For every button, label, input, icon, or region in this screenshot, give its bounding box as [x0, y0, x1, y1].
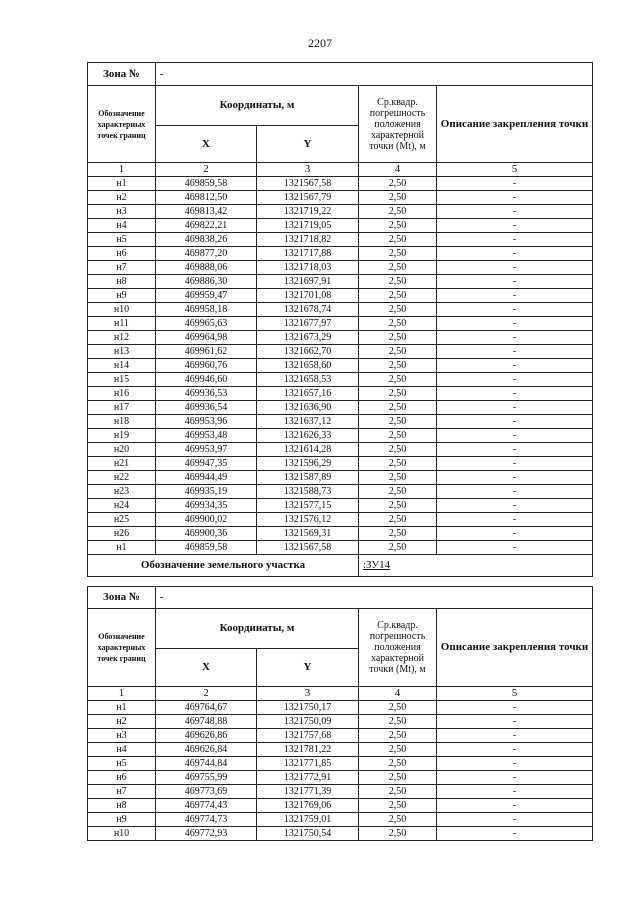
- header-y: Y: [257, 649, 359, 687]
- point-id: н5: [88, 757, 156, 771]
- coord-y: 1321587,89: [257, 471, 359, 485]
- coord-x: 469813,42: [156, 205, 257, 219]
- error-value: 2,50: [359, 499, 437, 513]
- table-row: [88, 527, 593, 541]
- error-value: 2,50: [359, 443, 437, 457]
- coord-x: 469626,86: [156, 729, 257, 743]
- coord-y: 1321678,74: [257, 303, 359, 317]
- coord-y: 1321596,29: [257, 457, 359, 471]
- coord-x: 469964,98: [156, 331, 257, 345]
- coord-y: 1321569,31: [257, 527, 359, 541]
- point-id: н13: [88, 345, 156, 359]
- error-value: 2,50: [359, 275, 437, 289]
- coord-x: 469934,35: [156, 499, 257, 513]
- description-value: -: [437, 359, 593, 373]
- description-value: -: [437, 813, 593, 827]
- coord-x: 469936,53: [156, 387, 257, 401]
- coord-y: 1321677,97: [257, 317, 359, 331]
- coord-y: 1321781,22: [257, 743, 359, 757]
- coord-y: 1321636,90: [257, 401, 359, 415]
- description-value: -: [437, 205, 593, 219]
- table-row: [88, 289, 593, 303]
- point-id: н19: [88, 429, 156, 443]
- point-id: н25: [88, 513, 156, 527]
- description-value: -: [437, 743, 593, 757]
- error-value: 2,50: [359, 729, 437, 743]
- table-row: [88, 485, 593, 499]
- coord-y: 1321658,60: [257, 359, 359, 373]
- coord-x: 469838,26: [156, 233, 257, 247]
- description-value: -: [437, 701, 593, 715]
- description-value: -: [437, 331, 593, 345]
- error-value: 2,50: [359, 813, 437, 827]
- coord-x: 469772,93: [156, 827, 257, 841]
- error-value: 2,50: [359, 799, 437, 813]
- description-value: -: [437, 527, 593, 541]
- coord-y: 1321718,82: [257, 233, 359, 247]
- coord-y: 1321757,68: [257, 729, 359, 743]
- point-id: н20: [88, 443, 156, 457]
- table-row: [88, 359, 593, 373]
- error-value: 2,50: [359, 785, 437, 799]
- error-value: 2,50: [359, 743, 437, 757]
- error-value: 2,50: [359, 191, 437, 205]
- column-number: 4: [359, 687, 437, 701]
- coord-y: 1321577,15: [257, 499, 359, 513]
- coord-y: 1321673,29: [257, 331, 359, 345]
- coord-x: 469953,97: [156, 443, 257, 457]
- error-value: 2,50: [359, 177, 437, 191]
- description-value: -: [437, 729, 593, 743]
- coord-x: 469961,62: [156, 345, 257, 359]
- error-value: 2,50: [359, 359, 437, 373]
- error-value: 2,50: [359, 471, 437, 485]
- point-id: н14: [88, 359, 156, 373]
- zone-row: [88, 587, 593, 609]
- description-value: -: [437, 771, 593, 785]
- point-id: н9: [88, 813, 156, 827]
- coord-y: 1321719,05: [257, 219, 359, 233]
- coord-x: 469935,19: [156, 485, 257, 499]
- coord-y: 1321759,01: [257, 813, 359, 827]
- coord-x: 469748,88: [156, 715, 257, 729]
- coord-y: 1321769,06: [257, 799, 359, 813]
- coord-y: 1321637,12: [257, 415, 359, 429]
- table-row: [88, 541, 593, 555]
- point-id: н3: [88, 205, 156, 219]
- error-value: 2,50: [359, 289, 437, 303]
- table-row: [88, 771, 593, 785]
- table-row: [88, 813, 593, 827]
- table-row: [88, 429, 593, 443]
- point-id: н6: [88, 247, 156, 261]
- header-designation: Обозначение характерных точек границ: [88, 609, 156, 687]
- coord-x: 469959,47: [156, 289, 257, 303]
- description-value: -: [437, 275, 593, 289]
- coord-x: 469755,99: [156, 771, 257, 785]
- table-row: [88, 275, 593, 289]
- description-value: -: [437, 785, 593, 799]
- error-value: 2,50: [359, 827, 437, 841]
- error-value: 2,50: [359, 387, 437, 401]
- description-value: -: [437, 415, 593, 429]
- coord-y: 1321697,91: [257, 275, 359, 289]
- table-row: [88, 247, 593, 261]
- error-value: 2,50: [359, 303, 437, 317]
- description-value: -: [437, 799, 593, 813]
- error-value: 2,50: [359, 757, 437, 771]
- description-value: -: [437, 457, 593, 471]
- coord-y: 1321719,22: [257, 205, 359, 219]
- error-value: 2,50: [359, 219, 437, 233]
- description-value: -: [437, 443, 593, 457]
- table-row: [88, 701, 593, 715]
- table-row: [88, 799, 593, 813]
- coord-y: 1321662,70: [257, 345, 359, 359]
- point-id: н12: [88, 331, 156, 345]
- error-value: 2,50: [359, 205, 437, 219]
- coord-x: 469947,35: [156, 457, 257, 471]
- point-id: н9: [88, 289, 156, 303]
- table-row: [88, 457, 593, 471]
- table-row: [88, 345, 593, 359]
- column-number: 4: [359, 163, 437, 177]
- point-id: н2: [88, 715, 156, 729]
- table-row: [88, 471, 593, 485]
- point-id: н8: [88, 799, 156, 813]
- header-description: Описание закрепления точки: [437, 86, 593, 163]
- coord-y: 1321576,12: [257, 513, 359, 527]
- header-error: Ср.квадр. погрешность положения характерной точки (Mt), м: [359, 86, 437, 163]
- coord-x: 469960,76: [156, 359, 257, 373]
- error-value: 2,50: [359, 261, 437, 275]
- point-id: н1: [88, 541, 156, 555]
- description-value: -: [437, 247, 593, 261]
- column-number: 5: [437, 163, 593, 177]
- point-id: н5: [88, 233, 156, 247]
- error-value: 2,50: [359, 345, 437, 359]
- description-value: -: [437, 303, 593, 317]
- table-row: [88, 373, 593, 387]
- description-value: -: [437, 513, 593, 527]
- coord-x: 469900,36: [156, 527, 257, 541]
- coord-y: 1321567,58: [257, 541, 359, 555]
- description-value: -: [437, 757, 593, 771]
- zone-2-table: [87, 586, 593, 841]
- point-id: н4: [88, 743, 156, 757]
- table-row: [88, 499, 593, 513]
- table-row: [88, 233, 593, 247]
- table-row: [88, 785, 593, 799]
- coord-y: 1321750,54: [257, 827, 359, 841]
- error-value: 2,50: [359, 331, 437, 345]
- description-value: -: [437, 715, 593, 729]
- table-row: [88, 205, 593, 219]
- point-id: н16: [88, 387, 156, 401]
- coord-y: 1321771,85: [257, 757, 359, 771]
- column-number: 3: [257, 687, 359, 701]
- coord-y: 1321588,73: [257, 485, 359, 499]
- table-row: [88, 827, 593, 841]
- description-value: -: [437, 499, 593, 513]
- description-value: -: [437, 471, 593, 485]
- coord-y: 1321567,58: [257, 177, 359, 191]
- point-id: н18: [88, 415, 156, 429]
- error-value: 2,50: [359, 457, 437, 471]
- coord-y: 1321717,88: [257, 247, 359, 261]
- point-id: н4: [88, 219, 156, 233]
- description-value: -: [437, 373, 593, 387]
- description-value: -: [437, 401, 593, 415]
- zone-value: -: [156, 63, 593, 86]
- page-number: 2207: [308, 36, 332, 50]
- coord-x: 469900,02: [156, 513, 257, 527]
- header-x: X: [156, 126, 257, 163]
- error-value: 2,50: [359, 373, 437, 387]
- zone-1-body: [88, 177, 593, 555]
- coord-x: 469773,69: [156, 785, 257, 799]
- column-number: 2: [156, 163, 257, 177]
- table-row: [88, 191, 593, 205]
- error-value: 2,50: [359, 715, 437, 729]
- description-value: -: [437, 261, 593, 275]
- coord-y: 1321614,28: [257, 443, 359, 457]
- column-number: 5: [437, 687, 593, 701]
- coord-y: 1321750,17: [257, 701, 359, 715]
- point-id: н10: [88, 827, 156, 841]
- table-row: [88, 443, 593, 457]
- point-id: н7: [88, 261, 156, 275]
- coord-x: 469953,48: [156, 429, 257, 443]
- coord-y: 1321701,08: [257, 289, 359, 303]
- table-row: [88, 317, 593, 331]
- coord-x: 469859,58: [156, 541, 257, 555]
- table-row: [88, 743, 593, 757]
- parcel-row: [88, 555, 593, 577]
- coord-x: 469944,49: [156, 471, 257, 485]
- point-id: н15: [88, 373, 156, 387]
- coord-x: 469946,60: [156, 373, 257, 387]
- point-id: н8: [88, 275, 156, 289]
- coord-x: 469886,30: [156, 275, 257, 289]
- error-value: 2,50: [359, 513, 437, 527]
- coord-x: 469888,06: [156, 261, 257, 275]
- coord-y: 1321657,16: [257, 387, 359, 401]
- table-row: [88, 177, 593, 191]
- coord-y: 1321626,33: [257, 429, 359, 443]
- description-value: -: [437, 233, 593, 247]
- error-value: 2,50: [359, 429, 437, 443]
- zone-label: Зона №: [88, 587, 156, 609]
- coord-x: 469965,63: [156, 317, 257, 331]
- coord-x: 469764,67: [156, 701, 257, 715]
- error-value: 2,50: [359, 247, 437, 261]
- description-value: -: [437, 541, 593, 555]
- point-id: н7: [88, 785, 156, 799]
- coord-x: 469812,50: [156, 191, 257, 205]
- coord-x: 469822,21: [156, 219, 257, 233]
- coord-y: 1321567,79: [257, 191, 359, 205]
- coord-y: 1321771,39: [257, 785, 359, 799]
- zone-row: [88, 63, 593, 86]
- column-number: 1: [88, 687, 156, 701]
- point-id: н17: [88, 401, 156, 415]
- description-value: -: [437, 827, 593, 841]
- description-value: -: [437, 191, 593, 205]
- header-row-1: [88, 86, 593, 126]
- point-id: н6: [88, 771, 156, 785]
- coord-y: 1321750,09: [257, 715, 359, 729]
- header-y: Y: [257, 126, 359, 163]
- point-id: н21: [88, 457, 156, 471]
- error-value: 2,50: [359, 771, 437, 785]
- point-id: н2: [88, 191, 156, 205]
- description-value: -: [437, 317, 593, 331]
- column-numbers-row: [88, 163, 593, 177]
- coord-x: 469774,43: [156, 799, 257, 813]
- coord-x: 469774,73: [156, 813, 257, 827]
- error-value: 2,50: [359, 541, 437, 555]
- coord-x: 469744,84: [156, 757, 257, 771]
- header-row-1: [88, 609, 593, 649]
- description-value: -: [437, 177, 593, 191]
- column-number: 2: [156, 687, 257, 701]
- table-row: [88, 261, 593, 275]
- error-value: 2,50: [359, 233, 437, 247]
- coord-x: 469859,58: [156, 177, 257, 191]
- header-error: Ср.квадр. погрешность положения характерной точки (Mt), м: [359, 609, 437, 687]
- table-row: [88, 757, 593, 771]
- parcel-label: Обозначение земельного участка: [88, 555, 359, 577]
- coord-y: 1321718,03: [257, 261, 359, 275]
- header-x: X: [156, 649, 257, 687]
- table-row: [88, 513, 593, 527]
- column-number: 3: [257, 163, 359, 177]
- error-value: 2,50: [359, 527, 437, 541]
- table-row: [88, 387, 593, 401]
- header-designation: Обозначение характерных точек границ: [88, 86, 156, 163]
- table-row: [88, 729, 593, 743]
- point-id: н26: [88, 527, 156, 541]
- coord-x: 469953,96: [156, 415, 257, 429]
- zone-label: Зона №: [88, 63, 156, 86]
- point-id: н10: [88, 303, 156, 317]
- description-value: -: [437, 345, 593, 359]
- point-id: н23: [88, 485, 156, 499]
- coord-x: 469958,18: [156, 303, 257, 317]
- description-value: -: [437, 429, 593, 443]
- error-value: 2,50: [359, 401, 437, 415]
- table-row: [88, 331, 593, 345]
- table-row: [88, 219, 593, 233]
- description-value: -: [437, 219, 593, 233]
- error-value: 2,50: [359, 317, 437, 331]
- header-description: Описание закрепления точки: [437, 609, 593, 687]
- column-numbers-row: [88, 687, 593, 701]
- point-id: н22: [88, 471, 156, 485]
- error-value: 2,50: [359, 701, 437, 715]
- table-row: [88, 303, 593, 317]
- zone-1-table: [87, 62, 593, 577]
- error-value: 2,50: [359, 415, 437, 429]
- description-value: -: [437, 485, 593, 499]
- point-id: н1: [88, 701, 156, 715]
- coord-x: 469936,54: [156, 401, 257, 415]
- zone-2-body: [88, 701, 593, 841]
- header-coordinates: Координаты, м: [156, 609, 359, 649]
- header-coordinates: Координаты, м: [156, 86, 359, 126]
- zone-value: -: [156, 587, 593, 609]
- point-id: н11: [88, 317, 156, 331]
- description-value: -: [437, 387, 593, 401]
- error-value: 2,50: [359, 485, 437, 499]
- coord-y: 1321772,91: [257, 771, 359, 785]
- point-id: н3: [88, 729, 156, 743]
- coord-x: 469877,20: [156, 247, 257, 261]
- table-row: [88, 401, 593, 415]
- parcel-value: :ЗУ14: [359, 555, 593, 577]
- table-row: [88, 715, 593, 729]
- table-row: [88, 415, 593, 429]
- point-id: н24: [88, 499, 156, 513]
- coord-y: 1321658,53: [257, 373, 359, 387]
- description-value: -: [437, 289, 593, 303]
- point-id: н1: [88, 177, 156, 191]
- column-number: 1: [88, 163, 156, 177]
- coord-x: 469626,84: [156, 743, 257, 757]
